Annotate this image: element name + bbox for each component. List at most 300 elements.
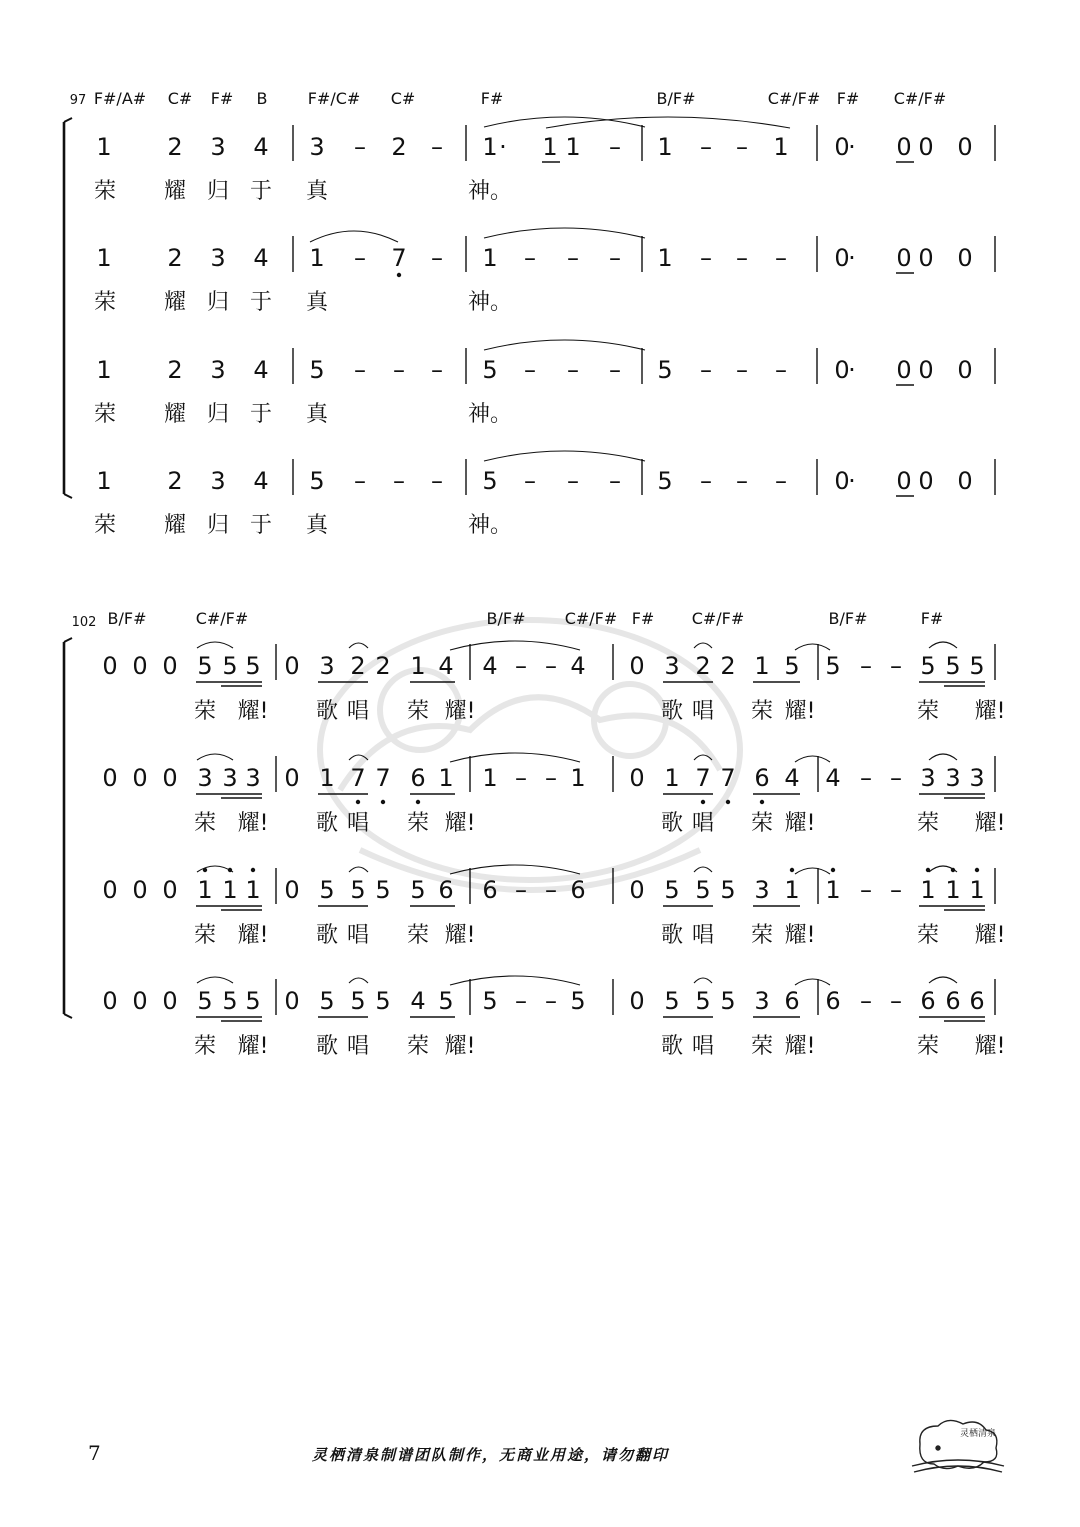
tie-arc bbox=[484, 451, 645, 461]
lyric: 于 bbox=[249, 513, 273, 538]
jianpu-note: – bbox=[515, 764, 527, 792]
lyric: 耀! bbox=[444, 1034, 476, 1059]
jianpu-note: 3 bbox=[245, 764, 261, 792]
jianpu-note: 0 bbox=[132, 652, 148, 680]
lyric: 荣 bbox=[193, 811, 217, 836]
jianpu-note: 1 bbox=[945, 876, 961, 904]
jianpu-note: 0 bbox=[629, 987, 645, 1015]
jianpu-note: 6 bbox=[784, 987, 800, 1015]
jianpu-note: 5 bbox=[197, 987, 213, 1015]
high-octave-dot bbox=[951, 868, 955, 872]
lyric: 耀! bbox=[784, 1034, 816, 1059]
jianpu-note: 1 bbox=[754, 652, 770, 680]
jianpu-note: – bbox=[890, 876, 902, 904]
tie-arc bbox=[484, 228, 645, 238]
jianpu-note: 0 bbox=[284, 987, 300, 1015]
lyric: 于 bbox=[249, 402, 273, 427]
jianpu-note: 5 bbox=[197, 652, 213, 680]
jianpu-note: 0 bbox=[132, 987, 148, 1015]
lyric: 神。 bbox=[467, 513, 513, 538]
jianpu-note: 0 bbox=[629, 652, 645, 680]
jianpu-note: 5 bbox=[482, 467, 498, 495]
jianpu-note: 5 bbox=[375, 987, 391, 1015]
jianpu-note: – bbox=[700, 467, 712, 495]
low-octave-dot bbox=[416, 800, 420, 804]
jianpu-note: 1 bbox=[773, 133, 789, 161]
tie-arc bbox=[546, 117, 790, 128]
jianpu-note: 1 bbox=[969, 876, 985, 904]
lyric: 荣 bbox=[916, 811, 940, 836]
jianpu-note: 4 bbox=[438, 652, 454, 680]
chord-symbol: B/F# bbox=[107, 609, 147, 628]
lyric: 荣 bbox=[916, 699, 940, 724]
lyric: 唱 bbox=[691, 699, 715, 724]
jianpu-note: 4 bbox=[784, 764, 800, 792]
jianpu-note: 0 bbox=[834, 356, 850, 384]
low-octave-dot bbox=[701, 800, 705, 804]
jianpu-note: – bbox=[524, 356, 536, 384]
lyric: 荣 bbox=[916, 1034, 940, 1059]
lyric: 真 bbox=[305, 513, 329, 538]
jianpu-note: – bbox=[515, 987, 527, 1015]
jianpu-note: 6 bbox=[754, 764, 770, 792]
jianpu-note: – bbox=[736, 133, 748, 161]
jianpu-note: – bbox=[609, 133, 621, 161]
high-octave-dot bbox=[203, 868, 207, 872]
high-octave-dot bbox=[790, 868, 794, 872]
jianpu-note: 5 bbox=[319, 987, 335, 1015]
jianpu-note: 5 bbox=[222, 652, 238, 680]
lyric: 真 bbox=[305, 402, 329, 427]
jianpu-note: 0 bbox=[284, 764, 300, 792]
jianpu-note: 5 bbox=[664, 876, 680, 904]
jianpu-note: 7 bbox=[391, 244, 407, 272]
jianpu-note: 2 bbox=[167, 133, 183, 161]
jianpu-note: 1 bbox=[96, 467, 112, 495]
jianpu-note: 2 bbox=[167, 356, 183, 384]
jianpu-note: 0 bbox=[896, 467, 912, 495]
jianpu-note: 5 bbox=[945, 652, 961, 680]
jianpu-note: 0 bbox=[896, 133, 912, 161]
jianpu-note: 4 bbox=[482, 652, 498, 680]
jianpu-note: – bbox=[393, 356, 405, 384]
jianpu-note: – bbox=[609, 356, 621, 384]
jianpu-note: 5 bbox=[410, 876, 426, 904]
jianpu-note: – bbox=[609, 467, 621, 495]
jianpu-note: 1 bbox=[309, 244, 325, 272]
jianpu-note: 3 bbox=[210, 356, 226, 384]
low-octave-dot bbox=[356, 800, 360, 804]
jianpu-note: 0 bbox=[918, 244, 934, 272]
jianpu-note: – bbox=[431, 356, 443, 384]
jianpu-note: 1 bbox=[319, 764, 335, 792]
jianpu-note: 4 bbox=[253, 467, 269, 495]
lyric: 耀! bbox=[974, 699, 1006, 724]
lyric: 耀! bbox=[444, 923, 476, 948]
logo-text: 灵栖清泉 bbox=[960, 1429, 997, 1439]
lyric: 荣 bbox=[406, 811, 430, 836]
jianpu-note: – bbox=[545, 764, 557, 792]
jianpu-note: 0 bbox=[918, 356, 934, 384]
lyric: 荣 bbox=[193, 1034, 217, 1059]
jianpu-note: 1 bbox=[96, 356, 112, 384]
jianpu-note: · bbox=[848, 133, 856, 161]
jianpu-note: 1 bbox=[482, 244, 498, 272]
jianpu-note: – bbox=[700, 356, 712, 384]
jianpu-note: 0 bbox=[957, 467, 973, 495]
jianpu-note: 5 bbox=[695, 987, 711, 1015]
jianpu-note: 5 bbox=[695, 876, 711, 904]
lyric: 归 bbox=[206, 290, 230, 315]
jianpu-note: – bbox=[515, 652, 527, 680]
high-octave-dot bbox=[926, 868, 930, 872]
jianpu-note: 5 bbox=[309, 467, 325, 495]
chord-symbol: F#/C# bbox=[307, 89, 361, 108]
jianpu-note: – bbox=[567, 356, 579, 384]
jianpu-note: 2 bbox=[167, 467, 183, 495]
lyric: 荣 bbox=[193, 699, 217, 724]
jianpu-note: 0 bbox=[629, 764, 645, 792]
jianpu-note: 1 bbox=[438, 764, 454, 792]
lyric: 耀 bbox=[163, 402, 187, 427]
jianpu-note: 5 bbox=[969, 652, 985, 680]
jianpu-note: – bbox=[775, 244, 787, 272]
jianpu-note: 0 bbox=[896, 244, 912, 272]
high-octave-dot bbox=[831, 868, 835, 872]
slur-arc bbox=[349, 755, 368, 760]
jianpu-note: 3 bbox=[945, 764, 961, 792]
jianpu-note: – bbox=[775, 467, 787, 495]
jianpu-note: – bbox=[860, 876, 872, 904]
jianpu-note: 0 bbox=[162, 876, 178, 904]
jianpu-note: 0 bbox=[834, 244, 850, 272]
jianpu-note: 2 bbox=[350, 652, 366, 680]
jianpu-note: 3 bbox=[319, 652, 335, 680]
jianpu-note: 4 bbox=[410, 987, 426, 1015]
jianpu-note: – bbox=[515, 876, 527, 904]
jianpu-note: 0 bbox=[162, 652, 178, 680]
jianpu-note: 3 bbox=[210, 133, 226, 161]
high-octave-dot bbox=[251, 868, 255, 872]
slur-arc bbox=[929, 754, 957, 760]
jianpu-note: 5 bbox=[309, 356, 325, 384]
jianpu-note: · bbox=[848, 467, 856, 495]
jianpu-note: 1 bbox=[664, 764, 680, 792]
jianpu-note: – bbox=[860, 764, 872, 792]
lyric: 耀! bbox=[237, 699, 269, 724]
lyric: 耀! bbox=[237, 1034, 269, 1059]
chord-symbol: C#/F# bbox=[893, 89, 947, 108]
jianpu-note: 1 bbox=[570, 764, 586, 792]
jianpu-note: – bbox=[700, 133, 712, 161]
chord-symbol: B bbox=[256, 89, 268, 108]
jianpu-note: 2 bbox=[695, 652, 711, 680]
lyric: 耀! bbox=[784, 699, 816, 724]
lyric: 歌 bbox=[660, 923, 684, 948]
jianpu-note: 7 bbox=[375, 764, 391, 792]
lyric: 神。 bbox=[467, 179, 513, 204]
jianpu-note: 6 bbox=[482, 876, 498, 904]
jianpu-note: 0 bbox=[896, 356, 912, 384]
jianpu-note: 3 bbox=[222, 764, 238, 792]
lyric: 真 bbox=[305, 179, 329, 204]
jianpu-note: 2 bbox=[375, 652, 391, 680]
slur-arc bbox=[694, 978, 712, 983]
jianpu-note: 3 bbox=[920, 764, 936, 792]
lyric: 耀! bbox=[974, 1034, 1006, 1059]
lyric: 唱 bbox=[346, 811, 370, 836]
jianpu-note: – bbox=[354, 356, 366, 384]
jianpu-note: 1 bbox=[96, 244, 112, 272]
low-octave-dot bbox=[397, 273, 401, 277]
chord-symbol: B/F# bbox=[486, 609, 526, 628]
jianpu-note: 4 bbox=[253, 133, 269, 161]
lyric: 耀! bbox=[237, 923, 269, 948]
jianpu-note: 3 bbox=[197, 764, 213, 792]
jianpu-note: 5 bbox=[438, 987, 454, 1015]
jianpu-note: 4 bbox=[825, 764, 841, 792]
jianpu-note: 0 bbox=[102, 987, 118, 1015]
lyric: 荣 bbox=[93, 402, 117, 427]
lyric: 荣 bbox=[93, 179, 117, 204]
jianpu-note: 5 bbox=[319, 876, 335, 904]
lyric: 荣 bbox=[750, 1034, 774, 1059]
jianpu-note: 0 bbox=[834, 467, 850, 495]
jianpu-note: 4 bbox=[253, 244, 269, 272]
jianpu-note: 5 bbox=[350, 876, 366, 904]
jianpu-note: 5 bbox=[720, 876, 736, 904]
jianpu-note: 3 bbox=[309, 133, 325, 161]
lyric: 荣 bbox=[406, 1034, 430, 1059]
system-bracket bbox=[64, 1014, 72, 1018]
measure-number: 97 bbox=[69, 93, 87, 108]
jianpu-note: 5 bbox=[920, 652, 936, 680]
jianpu-note: – bbox=[700, 244, 712, 272]
lyric: 荣 bbox=[750, 923, 774, 948]
jianpu-note: 0 bbox=[162, 987, 178, 1015]
lyric: 耀! bbox=[974, 923, 1006, 948]
jianpu-note: 2 bbox=[720, 652, 736, 680]
jianpu-note: 0 bbox=[132, 876, 148, 904]
jianpu-note: – bbox=[860, 987, 872, 1015]
high-octave-dot bbox=[228, 868, 232, 872]
jianpu-note: – bbox=[567, 467, 579, 495]
jianpu-note: 2 bbox=[391, 133, 407, 161]
jianpu-note: 2 bbox=[167, 244, 183, 272]
low-octave-dot bbox=[760, 800, 764, 804]
jianpu-note: · bbox=[848, 356, 856, 384]
chord-symbol: C#/F# bbox=[564, 609, 618, 628]
chord-symbol: F# bbox=[836, 89, 860, 108]
publisher-logo bbox=[908, 1414, 1008, 1476]
lyric: 唱 bbox=[691, 923, 715, 948]
slur-arc bbox=[694, 755, 712, 760]
system-bracket bbox=[64, 638, 72, 642]
lyric: 荣 bbox=[750, 811, 774, 836]
low-octave-dot bbox=[381, 800, 385, 804]
jianpu-note: – bbox=[431, 244, 443, 272]
jianpu-note: · bbox=[848, 244, 856, 272]
jianpu-note: 1 bbox=[825, 876, 841, 904]
jianpu-note: 5 bbox=[784, 652, 800, 680]
chord-symbol: F# bbox=[210, 89, 234, 108]
jianpu-note: – bbox=[354, 467, 366, 495]
jianpu-note: 1 bbox=[482, 764, 498, 792]
slur-arc bbox=[197, 754, 233, 760]
lyric: 歌 bbox=[660, 811, 684, 836]
jianpu-note: 0 bbox=[957, 244, 973, 272]
jianpu-note: 0 bbox=[918, 467, 934, 495]
tie-arc bbox=[795, 644, 830, 650]
jianpu-note: 0 bbox=[957, 356, 973, 384]
chord-symbol: F# bbox=[631, 609, 655, 628]
jianpu-note: 6 bbox=[438, 876, 454, 904]
jianpu-note: 1 bbox=[657, 244, 673, 272]
jianpu-note: 3 bbox=[969, 764, 985, 792]
jianpu-note: 3 bbox=[664, 652, 680, 680]
jianpu-note: 6 bbox=[920, 987, 936, 1015]
lyric: 耀! bbox=[974, 811, 1006, 836]
jianpu-note: – bbox=[860, 652, 872, 680]
jianpu-note: 1 bbox=[96, 133, 112, 161]
jianpu-note: 1 bbox=[197, 876, 213, 904]
jianpu-note: – bbox=[890, 764, 902, 792]
jianpu-note: 0 bbox=[162, 764, 178, 792]
lyric: 唱 bbox=[691, 811, 715, 836]
jianpu-note: 4 bbox=[570, 652, 586, 680]
jianpu-note: – bbox=[890, 652, 902, 680]
chord-symbol: F# bbox=[920, 609, 944, 628]
lyric: 荣 bbox=[93, 513, 117, 538]
jianpu-note: – bbox=[393, 467, 405, 495]
jianpu-note: 5 bbox=[375, 876, 391, 904]
high-octave-dot bbox=[975, 868, 979, 872]
chord-symbol: C#/F# bbox=[767, 89, 821, 108]
jianpu-note: – bbox=[736, 467, 748, 495]
jianpu-note: 0 bbox=[284, 876, 300, 904]
jianpu-note: 6 bbox=[945, 987, 961, 1015]
jianpu-note: 0 bbox=[834, 133, 850, 161]
jianpu-note: – bbox=[545, 876, 557, 904]
lyric: 耀 bbox=[163, 179, 187, 204]
lyric: 于 bbox=[249, 179, 273, 204]
system-bracket bbox=[64, 118, 72, 122]
lyric: 歌 bbox=[660, 699, 684, 724]
jianpu-note: 1 bbox=[222, 876, 238, 904]
jianpu-note: 6 bbox=[570, 876, 586, 904]
jianpu-note: 0 bbox=[629, 876, 645, 904]
lyric: 耀! bbox=[237, 811, 269, 836]
jianpu-note: 1 bbox=[542, 133, 558, 161]
jianpu-note: 1 bbox=[482, 133, 498, 161]
lyric: 归 bbox=[206, 402, 230, 427]
jianpu-note: 5 bbox=[350, 987, 366, 1015]
jianpu-note: 5 bbox=[657, 356, 673, 384]
page-number: 7 bbox=[88, 1441, 101, 1465]
jianpu-note: 1 bbox=[565, 133, 581, 161]
jianpu-note: 5 bbox=[482, 356, 498, 384]
lyric: 耀 bbox=[163, 290, 187, 315]
system-bracket bbox=[64, 494, 72, 498]
jianpu-note: 0 bbox=[284, 652, 300, 680]
lyric: 归 bbox=[206, 179, 230, 204]
jianpu-note: 5 bbox=[720, 987, 736, 1015]
jianpu-note: – bbox=[354, 244, 366, 272]
jianpu-note: – bbox=[736, 356, 748, 384]
chord-symbol: C# bbox=[167, 89, 193, 108]
jianpu-note: – bbox=[545, 987, 557, 1015]
lyric: 唱 bbox=[346, 1034, 370, 1059]
slur-arc bbox=[349, 643, 368, 648]
jianpu-note: 3 bbox=[210, 244, 226, 272]
lyric: 于 bbox=[249, 290, 273, 315]
jianpu-note: 5 bbox=[482, 987, 498, 1015]
tie-arc bbox=[795, 979, 830, 985]
jianpu-note: – bbox=[354, 133, 366, 161]
slur-arc bbox=[197, 642, 233, 648]
lyric: 神。 bbox=[467, 402, 513, 427]
lyric: 真 bbox=[305, 290, 329, 315]
chord-symbol: F#/A# bbox=[93, 89, 147, 108]
jianpu-note: 3 bbox=[754, 876, 770, 904]
jianpu-note: 4 bbox=[253, 356, 269, 384]
lyric: 耀 bbox=[163, 513, 187, 538]
lyric: 歌 bbox=[660, 1034, 684, 1059]
slur-arc bbox=[197, 977, 233, 983]
jianpu-note: 7 bbox=[720, 764, 736, 792]
chord-symbol: B/F# bbox=[656, 89, 696, 108]
jianpu-note: 7 bbox=[350, 764, 366, 792]
jianpu-note: 0 bbox=[918, 133, 934, 161]
jianpu-note: 5 bbox=[222, 987, 238, 1015]
lyric: 唱 bbox=[346, 699, 370, 724]
jianpu-note: – bbox=[524, 467, 536, 495]
jianpu-note: 0 bbox=[132, 764, 148, 792]
lyric: 神。 bbox=[467, 290, 513, 315]
lyric: 荣 bbox=[916, 923, 940, 948]
slur-arc bbox=[197, 866, 233, 872]
jianpu-note: 6 bbox=[825, 987, 841, 1015]
jianpu-note: – bbox=[431, 467, 443, 495]
jianpu-note: – bbox=[736, 244, 748, 272]
jianpu-note: 6 bbox=[969, 987, 985, 1015]
jianpu-note: 3 bbox=[754, 987, 770, 1015]
chord-symbol: C# bbox=[390, 89, 416, 108]
jianpu-note: – bbox=[609, 244, 621, 272]
slur-arc bbox=[694, 643, 712, 648]
jianpu-note: – bbox=[431, 133, 443, 161]
lyric: 耀! bbox=[784, 923, 816, 948]
lyric: 耀! bbox=[784, 811, 816, 836]
jianpu-note: 7 bbox=[695, 764, 711, 792]
tie-arc bbox=[795, 868, 830, 874]
jianpu-note: 1 bbox=[245, 876, 261, 904]
lyric: 荣 bbox=[193, 923, 217, 948]
lyric: 歌 bbox=[315, 699, 339, 724]
lyric: 荣 bbox=[93, 290, 117, 315]
chord-symbol: B/F# bbox=[828, 609, 868, 628]
slur-arc bbox=[929, 977, 957, 983]
jianpu-note: – bbox=[567, 244, 579, 272]
slur-arc bbox=[349, 978, 368, 983]
lyric: 耀! bbox=[444, 811, 476, 836]
chord-symbol: C#/F# bbox=[195, 609, 249, 628]
jianpu-note: 5 bbox=[657, 467, 673, 495]
jianpu-note: 5 bbox=[245, 652, 261, 680]
lyric: 歌 bbox=[315, 811, 339, 836]
jianpu-note: 0 bbox=[102, 652, 118, 680]
lyric: 唱 bbox=[691, 1034, 715, 1059]
